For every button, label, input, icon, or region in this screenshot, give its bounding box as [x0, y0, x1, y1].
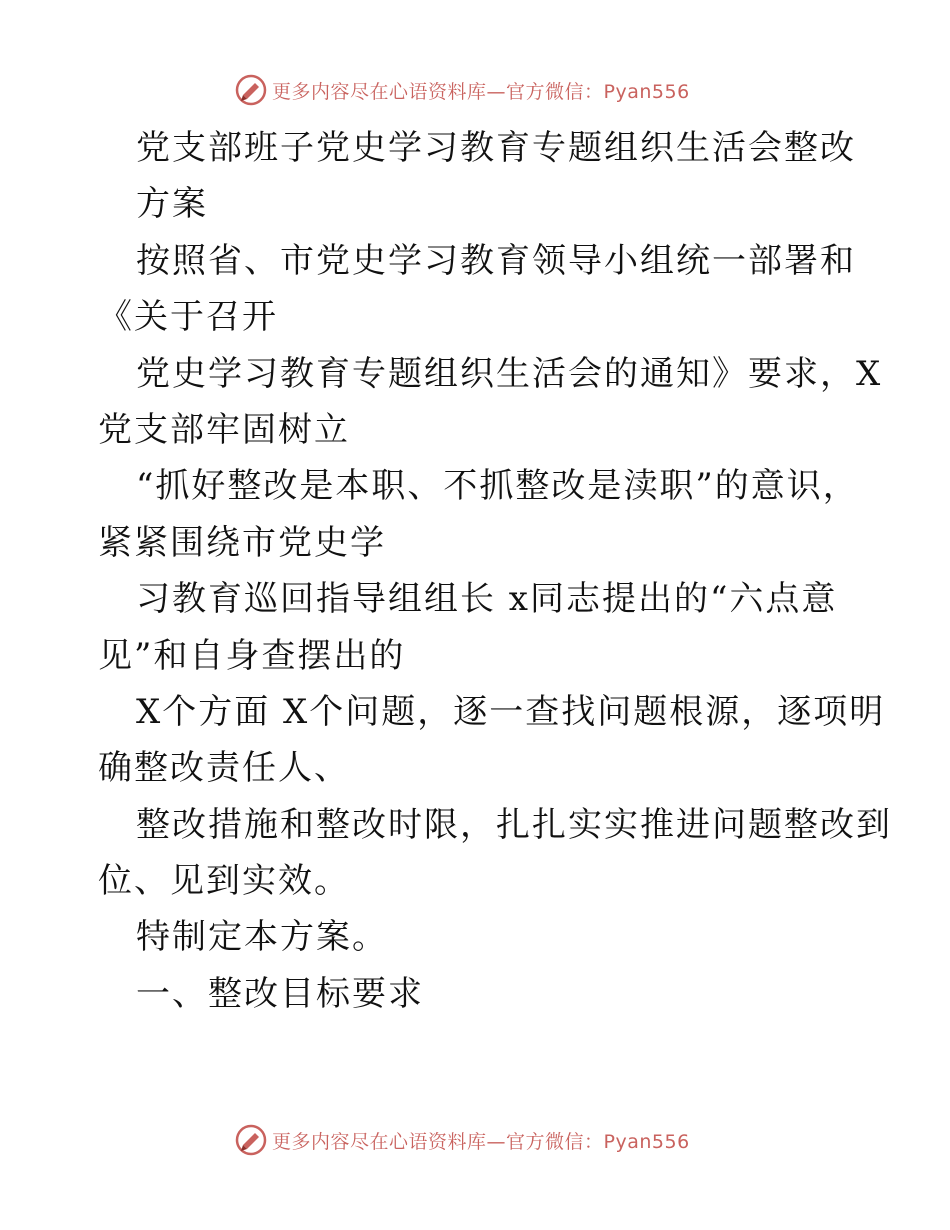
watermark-header	[234, 72, 690, 108]
document-line: 确整改责任人、	[98, 748, 350, 789]
document-line: 习教育巡回指导组组长 x同志提出的“六点意	[136, 579, 838, 620]
watermark-label: 更多内容尽在心语资料库—官方微信：Pyan556	[272, 80, 690, 103]
document-line: 整改措施和整改时限，扎扎实实推进问题整改到	[136, 804, 892, 845]
watermark-wechat-id: Pyan556	[603, 80, 690, 103]
document-line: 方案	[136, 184, 208, 225]
document-line: 党支部班子党史学习教育专题组织生活会整改	[136, 128, 856, 168]
document-line: 按照省、市党史学习教育领导小组统一部署和	[136, 240, 856, 281]
document-line: 紧紧围绕市党史学	[98, 522, 386, 563]
watermark-wechat-id: Pyan556	[603, 1130, 690, 1153]
pen-logo-icon	[234, 73, 268, 107]
watermark-footer	[234, 1122, 690, 1158]
document-line: 党支部牢固树立	[98, 409, 350, 450]
document-line: 一、整改目标要求	[136, 973, 424, 1014]
document-line: 《关于召开	[98, 297, 278, 338]
document-line: 见”和自身查摆出的	[98, 635, 406, 676]
document-body	[98, 120, 892, 1022]
document-line: “抓好整改是本职、不抓整改是渎职”的意识，	[136, 466, 859, 507]
document-line: X个方面 X个问题，逐一查找问题根源，逐项明	[136, 691, 886, 732]
document-line: 特制定本方案。	[136, 917, 388, 958]
document-line: 位、见到实效。	[98, 861, 350, 902]
pen-logo-icon	[234, 1123, 268, 1157]
watermark-label: 更多内容尽在心语资料库—官方微信：Pyan556	[272, 1130, 690, 1153]
document-line: 党史学习教育专题组织生活会的通知》要求，X	[136, 353, 883, 394]
